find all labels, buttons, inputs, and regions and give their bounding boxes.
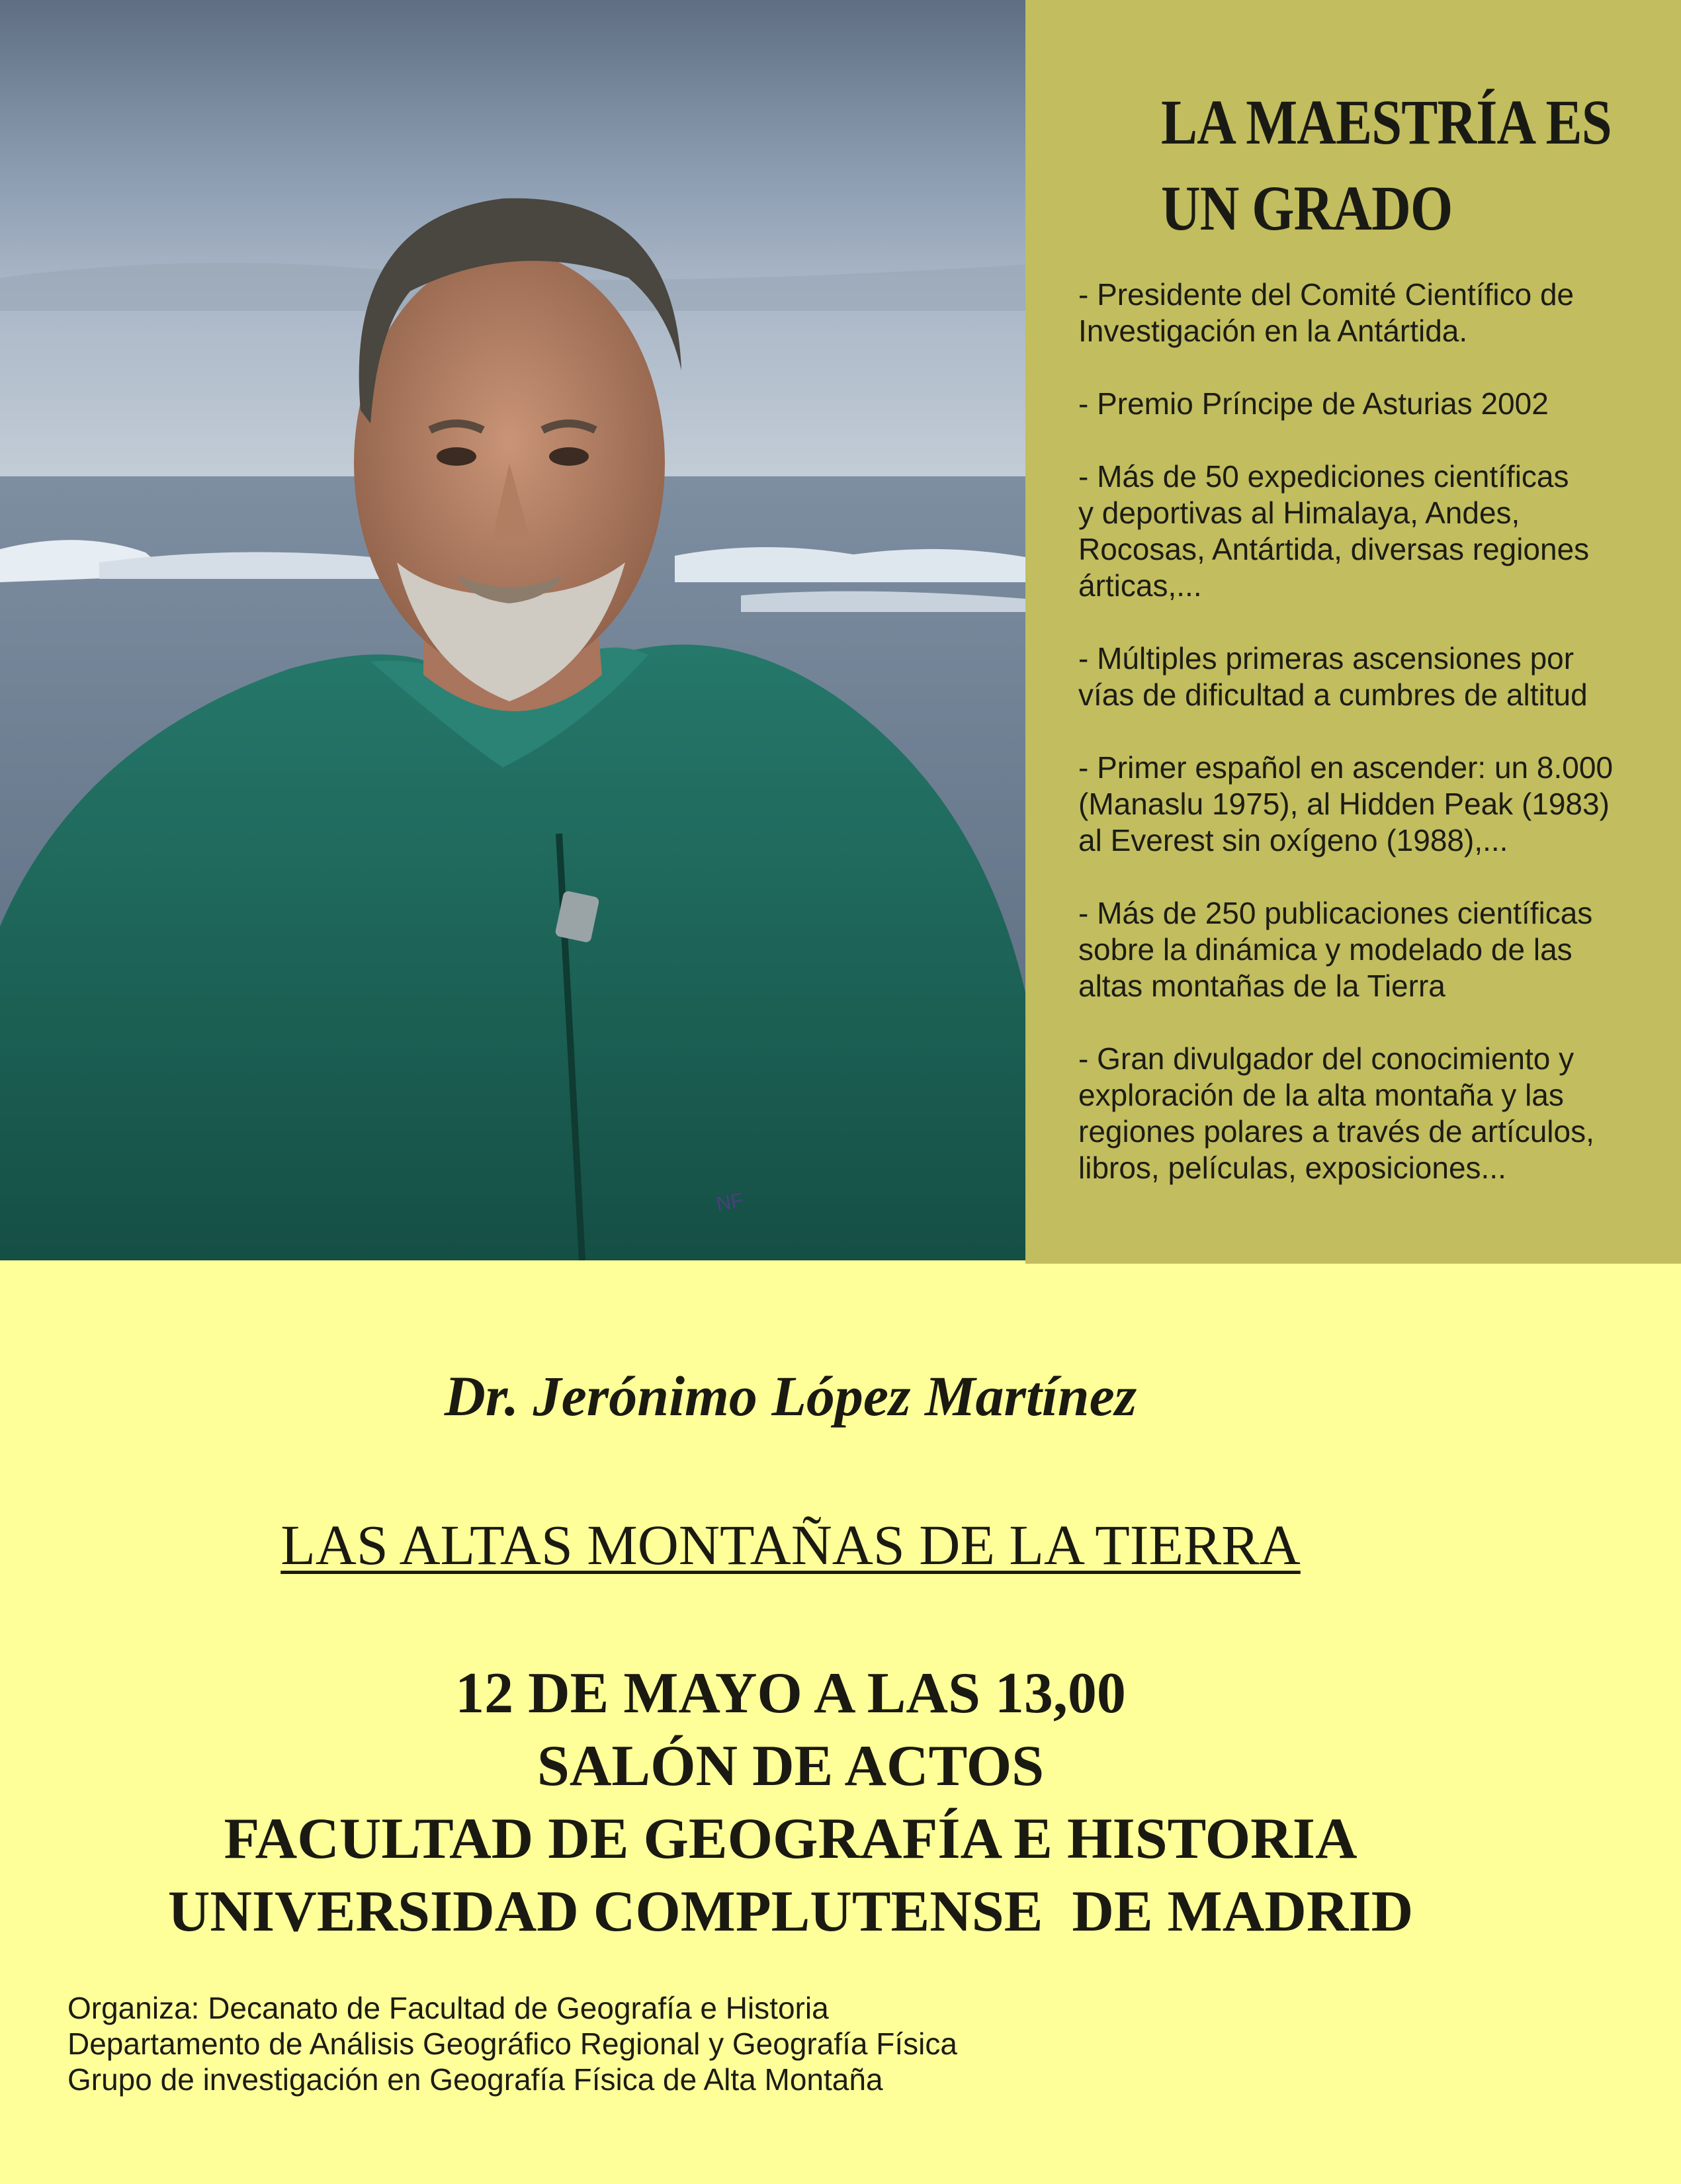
credential-item: - Múltiples primeras ascensiones por vías de dificultad a cumbres de altitud (1078, 641, 1588, 712)
speaker-name: Dr. Jerónimo López Martínez (444, 1364, 1137, 1428)
credential-item: - Más de 250 publicaciones científicas sobre la dinámica y modelado de las altas montañas de la Tierra (1078, 896, 1593, 1003)
panel-title-line: LA MAESTRÍA ES (1161, 87, 1612, 157)
credential-item: - Premio Príncipe de Asturias 2002 (1078, 386, 1549, 421)
panel-title-line: UN GRADO (1161, 173, 1453, 243)
credential-item: - Más de 50 expediciones científicas y deportivas al Himalaya, Andes, Rocosas, Antártida, diversas regiones árticas,... (1078, 459, 1590, 603)
svg-text:NF: NF (714, 1189, 745, 1215)
organizer-line: Departamento de Análisis Geográfico Regional y Geografía Física (67, 2027, 957, 2061)
event-venue: SALÓN DE ACTOS (537, 1734, 1045, 1798)
event-university: UNIVERSIDAD COMPLUTENSE DE MADRID (167, 1880, 1414, 1944)
event-faculty: FACULTAD DE GEOGRAFÍA E HISTORIA (224, 1807, 1358, 1871)
panel-title (1161, 79, 1612, 251)
credential-item: - Gran divulgador del conocimiento y exploración de la alta montaña y las regiones polares a través de artículos, libros, películas, exposiciones... (1078, 1041, 1594, 1185)
credential-item: - Primer español en ascender: un 8.000 (Manaslu 1975), al Hidden Peak (1983) al Everest sin oxígeno (1988),... (1078, 750, 1614, 857)
speaker-photo (0, 0, 1025, 1260)
talk-title (0, 1512, 1581, 1578)
organizer-line: Organiza: Decanato de Facultad de Geografía e Historia (67, 1991, 829, 2025)
event-date: 12 DE MAYO A LAS 13,00 (455, 1661, 1126, 1725)
credentials-list (1078, 277, 1674, 1223)
event-details (0, 1657, 1581, 1948)
person-photo-icon (0, 0, 1025, 1260)
organizers (67, 1990, 1391, 2097)
credential-item: - Presidente del Comité Científico de Investigación en la Antártida. (1078, 277, 1574, 348)
talk-title-text: LAS ALTAS MONTAÑAS DE LA TIERRA (280, 1513, 1301, 1577)
credentials-panel (1025, 0, 1681, 1264)
organizer-line: Grupo de investigación en Geografía Física de Alta Montaña (67, 2062, 883, 2097)
